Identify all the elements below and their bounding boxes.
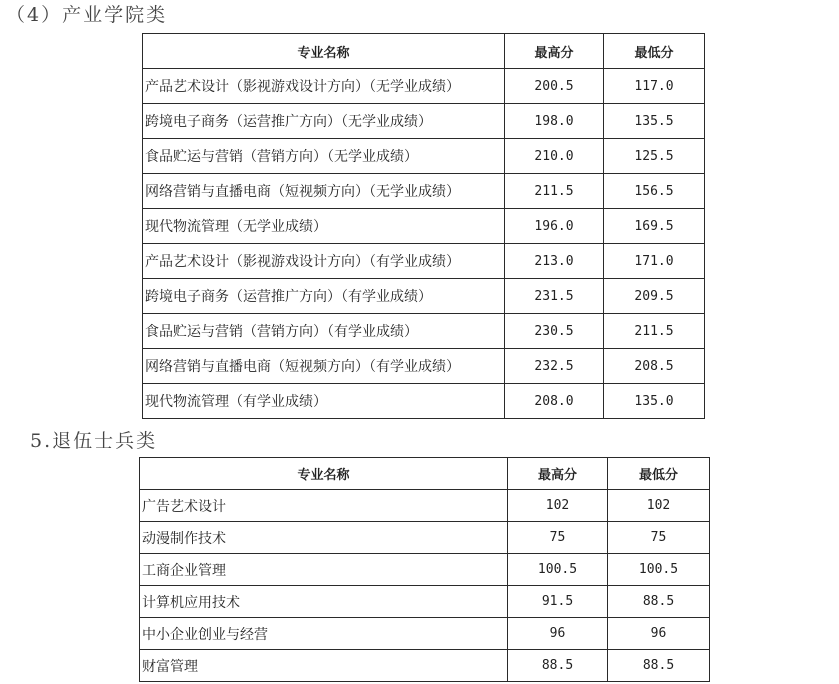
- max-score-cell: 96: [508, 618, 608, 650]
- table-row: [140, 490, 710, 522]
- max-score-cell: 232.5: [505, 349, 604, 384]
- max-score-cell: 102: [508, 490, 608, 522]
- table-row: [143, 244, 705, 279]
- veterans-score-table: [139, 457, 710, 682]
- major-name-cell: 计算机应用技术: [140, 586, 508, 618]
- min-score-cell: 135.0: [604, 384, 705, 419]
- min-score-cell: 100.5: [608, 554, 710, 586]
- max-score-cell: 208.0: [505, 384, 604, 419]
- column-header-max-score: 最高分: [505, 34, 604, 69]
- major-name-cell: 网络营销与直播电商（短视频方向）（有学业成绩）: [143, 349, 505, 384]
- column-header-min-score: 最低分: [604, 34, 705, 69]
- section-heading-veterans: 5.退伍士兵类: [30, 430, 158, 452]
- section-heading-industry-college: （4）产业学院类: [6, 4, 168, 26]
- major-name-cell: 食品贮运与营销（营销方向）（无学业成绩）: [143, 139, 505, 174]
- column-header-max-score: 最高分: [508, 458, 608, 490]
- min-score-cell: 135.5: [604, 104, 705, 139]
- column-header-major: 专业名称: [143, 34, 505, 69]
- max-score-cell: 196.0: [505, 209, 604, 244]
- major-name-cell: 财富管理: [140, 650, 508, 682]
- max-score-cell: 211.5: [505, 174, 604, 209]
- column-header-major: 专业名称: [140, 458, 508, 490]
- min-score-cell: 211.5: [604, 314, 705, 349]
- major-name-cell: 网络营销与直播电商（短视频方向）（无学业成绩）: [143, 174, 505, 209]
- major-name-cell: 广告艺术设计: [140, 490, 508, 522]
- max-score-cell: 230.5: [505, 314, 604, 349]
- max-score-cell: 91.5: [508, 586, 608, 618]
- table-row: [143, 139, 705, 174]
- max-score-cell: 231.5: [505, 279, 604, 314]
- table-row: [140, 618, 710, 650]
- min-score-cell: 88.5: [608, 650, 710, 682]
- major-name-cell: 现代物流管理（无学业成绩）: [143, 209, 505, 244]
- min-score-cell: 102: [608, 490, 710, 522]
- table-row: [143, 209, 705, 244]
- max-score-cell: 213.0: [505, 244, 604, 279]
- min-score-cell: 156.5: [604, 174, 705, 209]
- max-score-cell: 210.0: [505, 139, 604, 174]
- table-header-row: [140, 458, 710, 490]
- industry-college-score-table: [142, 33, 705, 419]
- table-row: [143, 104, 705, 139]
- min-score-cell: 88.5: [608, 586, 710, 618]
- major-name-cell: 现代物流管理（有学业成绩）: [143, 384, 505, 419]
- max-score-cell: 200.5: [505, 69, 604, 104]
- major-name-cell: 跨境电子商务（运营推广方向）（有学业成绩）: [143, 279, 505, 314]
- major-name-cell: 食品贮运与营销（营销方向）（有学业成绩）: [143, 314, 505, 349]
- column-header-min-score: 最低分: [608, 458, 710, 490]
- min-score-cell: 208.5: [604, 349, 705, 384]
- table-row: [143, 384, 705, 419]
- min-score-cell: 96: [608, 618, 710, 650]
- table-row: [140, 522, 710, 554]
- min-score-cell: 171.0: [604, 244, 705, 279]
- table-row: [143, 69, 705, 104]
- table-row: [143, 279, 705, 314]
- table-row: [140, 586, 710, 618]
- major-name-cell: 中小企业创业与经营: [140, 618, 508, 650]
- min-score-cell: 169.5: [604, 209, 705, 244]
- max-score-cell: 88.5: [508, 650, 608, 682]
- table-row: [143, 174, 705, 209]
- major-name-cell: 动漫制作技术: [140, 522, 508, 554]
- table-row: [140, 554, 710, 586]
- max-score-cell: 75: [508, 522, 608, 554]
- max-score-cell: 198.0: [505, 104, 604, 139]
- major-name-cell: 工商企业管理: [140, 554, 508, 586]
- min-score-cell: 75: [608, 522, 710, 554]
- max-score-cell: 100.5: [508, 554, 608, 586]
- table-row: [143, 349, 705, 384]
- table-row: [143, 314, 705, 349]
- major-name-cell: 跨境电子商务（运营推广方向）（无学业成绩）: [143, 104, 505, 139]
- major-name-cell: 产品艺术设计（影视游戏设计方向）（无学业成绩）: [143, 69, 505, 104]
- min-score-cell: 209.5: [604, 279, 705, 314]
- table-header-row: [143, 34, 705, 69]
- min-score-cell: 117.0: [604, 69, 705, 104]
- min-score-cell: 125.5: [604, 139, 705, 174]
- major-name-cell: 产品艺术设计（影视游戏设计方向）（有学业成绩）: [143, 244, 505, 279]
- table-row: [140, 650, 710, 682]
